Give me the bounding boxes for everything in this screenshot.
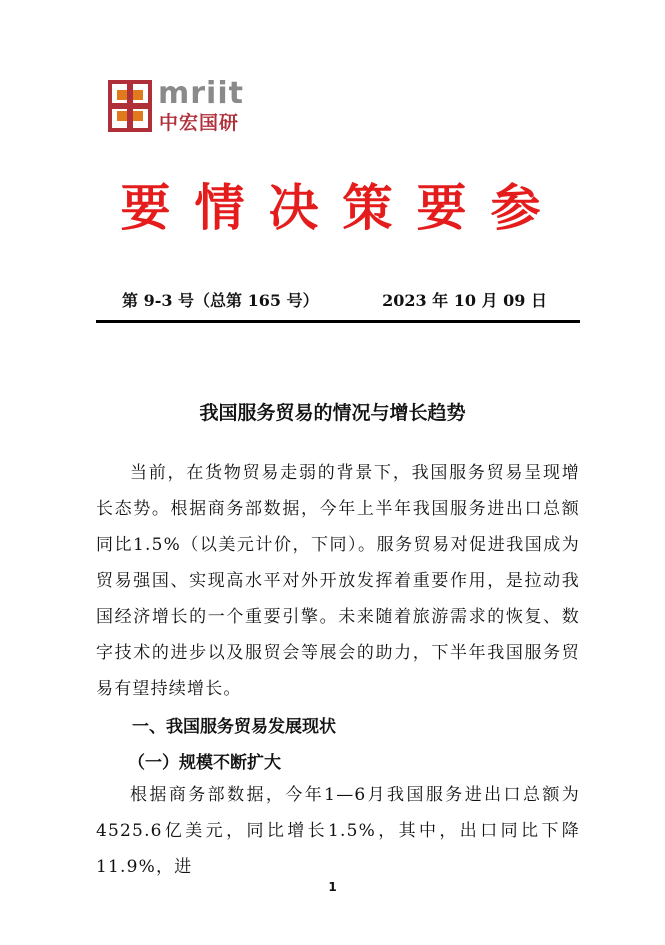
page-number: 1: [328, 880, 337, 894]
section-heading: 一、我国服务贸易发展现状: [132, 717, 336, 737]
issue-number: 第 9-3 号（总第 165 号）: [122, 291, 319, 310]
paragraph-intro: 当前，在货物贸易走弱的背景下，我国服务贸易呈现增长态势。根据商务部数据，今年上半年我国服务进出口总额同比1.5%（以美元计价，下同）。服务贸易对促进我国成为贸易强国、实现高水平对外开放发挥着重要作用，是拉动我国经济增长的一个重要引擎。未来随着旅游需求的恢复、数字技术的进步以及服贸会等展会的助力，下半年我国服务贸易有望持续增长。: [96, 463, 580, 699]
masthead-title: 要情决策要参: [120, 179, 565, 237]
logo: [108, 76, 248, 134]
subsection-heading: （一）规模不断扩大: [128, 753, 281, 773]
header-divider: [96, 320, 580, 323]
logo-mark-icon: [108, 80, 152, 132]
logo-text-cn: 中宏国研: [159, 112, 240, 134]
logo-text-en: mriit: [158, 76, 244, 111]
article-title: 我国服务贸易的情况与增长趋势: [199, 402, 466, 424]
paragraph-scale: 根据商务部数据，今年1—6月我国服务进出口总额为4525.6亿美元，同比增长1.5%，其中，出口同比下降11.9%，进: [96, 785, 580, 877]
issue-date: 2023 年 10 月 09 日: [382, 291, 547, 310]
